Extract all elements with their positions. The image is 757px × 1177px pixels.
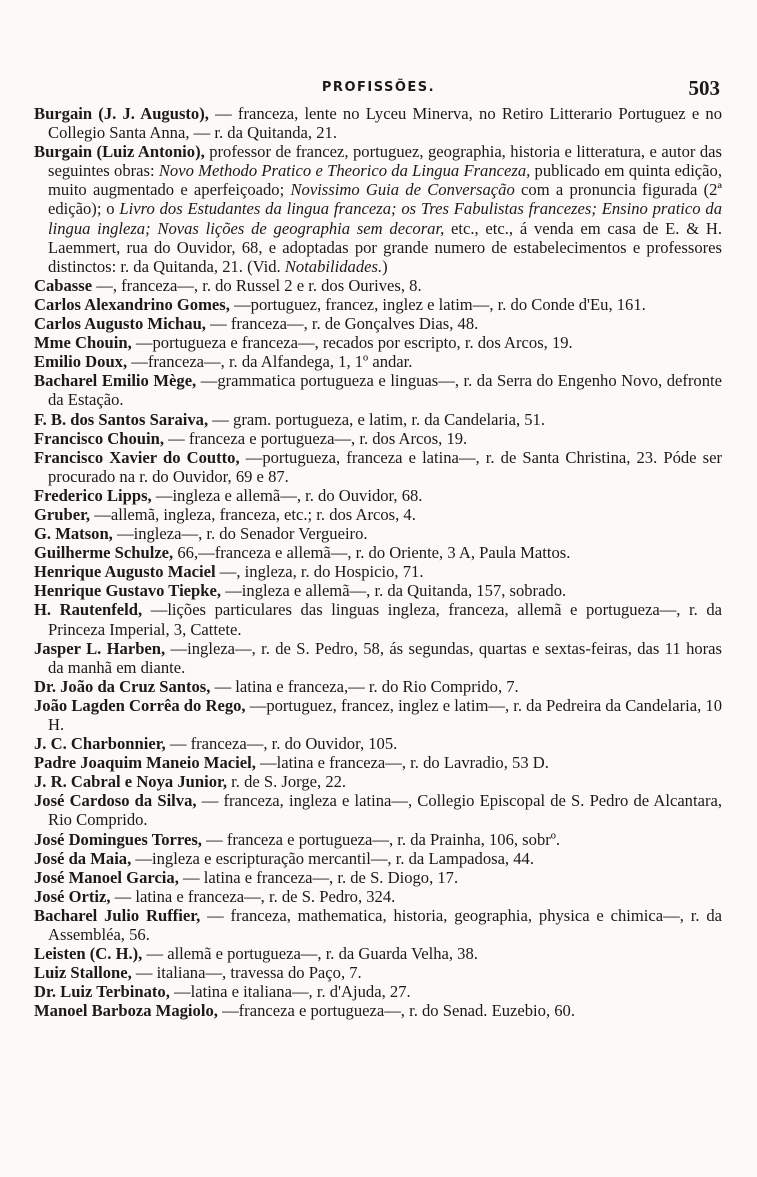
entry-description: —allemã, ingleza, franceza, etc.; r. dos Arcos, 4. [94, 504, 416, 524]
entry-description: —portugueza e franceza—, recados por escripto, r. dos Arcos, 19. [135, 333, 573, 353]
directory-entry [34, 639, 722, 677]
entry-name: Henrique Augusto Maciel [34, 562, 216, 582]
entry-description: —franceza e portugueza—, r. do Senad. Euzebio, 60. [222, 1001, 576, 1021]
entry-name: Carlos Alexandrino Gomes, [34, 294, 230, 314]
directory-entry [34, 849, 722, 868]
entry-text: etc., etc., á venda em casa de E. & H. Laemmert, rua do Ouvidor, 68, e adoptadas por grande numero de estabelecimentos e professores distinctos: r. da Quitanda, 21. (Vid. [48, 218, 723, 276]
entry-name: Guilherme Schulze, [34, 543, 174, 563]
entry-description: — franceza, mathematica, historia, geographia, physica e chimica—, r. da Assembléa, 56. [48, 905, 722, 945]
directory-entry [34, 1001, 722, 1020]
entry-name: Dr. Luiz Terbinato, [34, 982, 170, 1002]
directory-entry [34, 314, 722, 333]
directory-entry [34, 562, 722, 581]
entry-name: Luiz Stallone, [34, 963, 132, 983]
book-title-italic: Livro dos Estudantes da lingua franceza; os Tres Fabulistas francezes; Ensino pratico da lingua ingleza; Novas lições de geographia sem decorar, [48, 199, 723, 238]
entry-name: Dr. João da Cruz Santos, [34, 676, 211, 696]
entry-name: Burgain (Luiz Antonio), [34, 142, 205, 162]
entry-name: Bacharel Julio Ruffier, [34, 905, 201, 925]
entry-name: Gruber, [34, 504, 91, 524]
directory-entry [34, 600, 722, 638]
directory-entry [34, 887, 722, 906]
directory-entry [34, 830, 722, 849]
entry-description: —portuguez, francez, inglez e latim—, r. do Conde d'Eu, 161. [234, 294, 646, 314]
directory-entry [34, 696, 722, 734]
entry-description: professor de francez, portuguez, geographia, historia e litteratura, e autor das seguintes obras: [48, 142, 722, 181]
entry-description: — latina e franceza—, r. de S. Pedro, 324. [114, 886, 396, 906]
entry-name: José da Maia, [34, 848, 132, 868]
directory-entry [34, 581, 722, 600]
entry-name: Cabasse [34, 275, 93, 295]
entry-description: —, ingleza, r. do Hospicio, 71. [219, 562, 424, 582]
entry-name: J. C. Charbonnier, [34, 734, 166, 754]
entry-description: — franceza, lente no Lyceu Minerva, no Retiro Litterario Portuguez e no Collegio Santa Anna, — r. da Quitanda, 21. [48, 104, 723, 143]
entry-description: —ingleza e allemã—, r. da Quitanda, 157, sobrado. [225, 581, 567, 601]
directory-entry [34, 371, 722, 409]
directory-entry [34, 772, 722, 791]
entry-name: G. Matson, [34, 524, 113, 544]
directory-entry [34, 333, 722, 352]
entry-name: João Lagden Corrêa do Rego, [34, 695, 246, 715]
entry-description: —portugueza, franceza e latina—, r. de Santa Christina, 23. Póde ser procurado na r. do Ouvidor, 69 e 87. [48, 447, 723, 486]
directory-entry [34, 448, 722, 486]
entry-name: José Ortiz, [34, 886, 111, 906]
directory-entry [34, 142, 722, 276]
entry-text: ) [382, 256, 388, 276]
book-title-italic: Novo Methodo Pratico e Theorico da Lingua Franceza, [158, 161, 531, 181]
entry-name: F. B. dos Santos Saraiva, [34, 409, 209, 429]
book-title-italic: Novissimo Guia de Conversação [290, 180, 515, 200]
directory-entry [34, 791, 722, 829]
directory-entry [34, 944, 722, 963]
entry-description: —grammatica portugueza e linguas—, r. da Serra do Engenho Novo, defronte da Estação. [48, 371, 723, 410]
entry-description: —lições particulares das linguas ingleza, franceza, allemã e portugueza—, r. da Princeza Imperial, 3, Cattete. [48, 600, 723, 639]
page-header [37, 76, 720, 100]
entry-name: Jasper L. Harben, [34, 638, 166, 658]
entry-description: — franceza—, r. de Gonçalves Dias, 48. [210, 314, 479, 334]
directory-entry [34, 677, 722, 696]
directory-entry [34, 505, 722, 524]
directory-entry [34, 524, 722, 543]
entry-description: — franceza—, r. do Ouvidor, 105. [169, 734, 398, 754]
entry-text: publicado em quinta edição, muito augmentado e aperfeiçoado; [48, 161, 722, 200]
book-title-italic: Notabilidades. [284, 256, 383, 276]
directory-entry [34, 963, 722, 982]
entry-description: —latina e italiana—, r. d'Ajuda, 27. [174, 982, 411, 1002]
directory-entry [34, 429, 722, 448]
entry-description: —ingleza—, r. do Senador Vergueiro. [116, 524, 368, 544]
entry-name: Henrique Gustavo Tiepke, [34, 581, 222, 601]
entry-name: Francisco Xavier do Coutto, [34, 447, 240, 467]
entry-description: r. de S. Jorge, 22. [231, 772, 347, 792]
entry-name: Mme Chouin, [34, 333, 132, 353]
directory-entry [34, 753, 722, 772]
entry-name: Carlos Augusto Michau, [34, 314, 206, 334]
entry-description: — latina e franceza—, r. de S. Diogo, 17. [183, 867, 459, 887]
directory-entry [34, 352, 722, 371]
entry-name: José Cardoso da Silva, [34, 791, 197, 811]
directory-entry [34, 543, 722, 562]
entry-name: José Domingues Torres, [34, 829, 202, 849]
entry-name: H. Rautenfeld, [34, 600, 143, 620]
running-title: PROFISSÕES. [321, 80, 436, 95]
page-number: 503 [688, 76, 720, 100]
directory-entry [34, 486, 722, 505]
entry-description: —ingleza e escripturação mercantil—, r. da Lampadosa, 44. [135, 848, 534, 868]
directory-entry [34, 906, 722, 944]
entry-description: —latina e franceza—, r. do Lavradio, 53 D. [260, 753, 549, 773]
entry-description: —portuguez, francez, inglez e latim—, r. da Pedreira da Candelaria, 10 H. [48, 695, 722, 734]
directory-entry [34, 734, 722, 753]
entry-name: Padre Joaquim Maneio Maciel, [34, 753, 256, 773]
entry-description: — gram. portugueza, e latim, r. da Candelaria, 51. [212, 409, 545, 429]
entry-description: — franceza e portugueza—, r. dos Arcos, 19. [168, 428, 468, 448]
directory-entry [34, 982, 722, 1001]
entry-description: — franceza, ingleza e latina—, Collegio Episcopal de S. Pedro de Alcantara, Rio Comprido. [48, 791, 722, 830]
entry-description: —, franceza—, r. do Russel 2 e r. dos Ourives, 8. [96, 275, 422, 295]
entry-name: Emilio Doux, [34, 352, 128, 372]
entry-name: Bacharel Emilio Mège, [34, 371, 197, 391]
directory-entry [34, 868, 722, 887]
entry-name: Leisten (C. H.), [34, 944, 143, 964]
entry-description: 66,—franceza e allemã—, r. do Oriente, 3 A, Paula Mattos. [177, 543, 571, 563]
entry-name: Francisco Chouin, [34, 428, 164, 448]
directory-list [34, 104, 722, 1021]
entry-name: Manoel Barboza Magiolo, [34, 1001, 218, 1021]
directory-entry [34, 276, 722, 295]
entry-description: —franceza—, r. da Alfandega, 1, 1º andar. [131, 352, 413, 372]
directory-entry [34, 410, 722, 429]
entry-name: J. R. Cabral e Noya Junior, [34, 772, 227, 792]
entry-description: —ingleza—, r. de S. Pedro, 58, ás segundas, quartas e sextas-feiras, das 11 horas da manhã em diante. [48, 638, 723, 677]
entry-text: com a pronuncia figurada (2ª edição); o [48, 180, 722, 219]
entry-description: — italiana—, travessa do Paço, 7. [135, 963, 362, 983]
entry-name: José Manoel Garcia, [34, 867, 179, 887]
directory-entry [34, 295, 722, 314]
entry-description: — latina e franceza,— r. do Rio Comprido, 7. [214, 676, 519, 696]
directory-entry [34, 104, 722, 142]
entry-description: —ingleza e allemã—, r. do Ouvidor, 68. [155, 485, 423, 505]
entry-description: — allemã e portugueza—, r. da Guarda Velha, 38. [146, 944, 478, 964]
entry-name: Burgain (J. J. Augusto), [34, 104, 209, 123]
entry-name: Frederico Lipps, [34, 485, 152, 505]
entry-description: — franceza e portugueza—, r. da Prainha, 106, sobrº. [206, 829, 561, 849]
